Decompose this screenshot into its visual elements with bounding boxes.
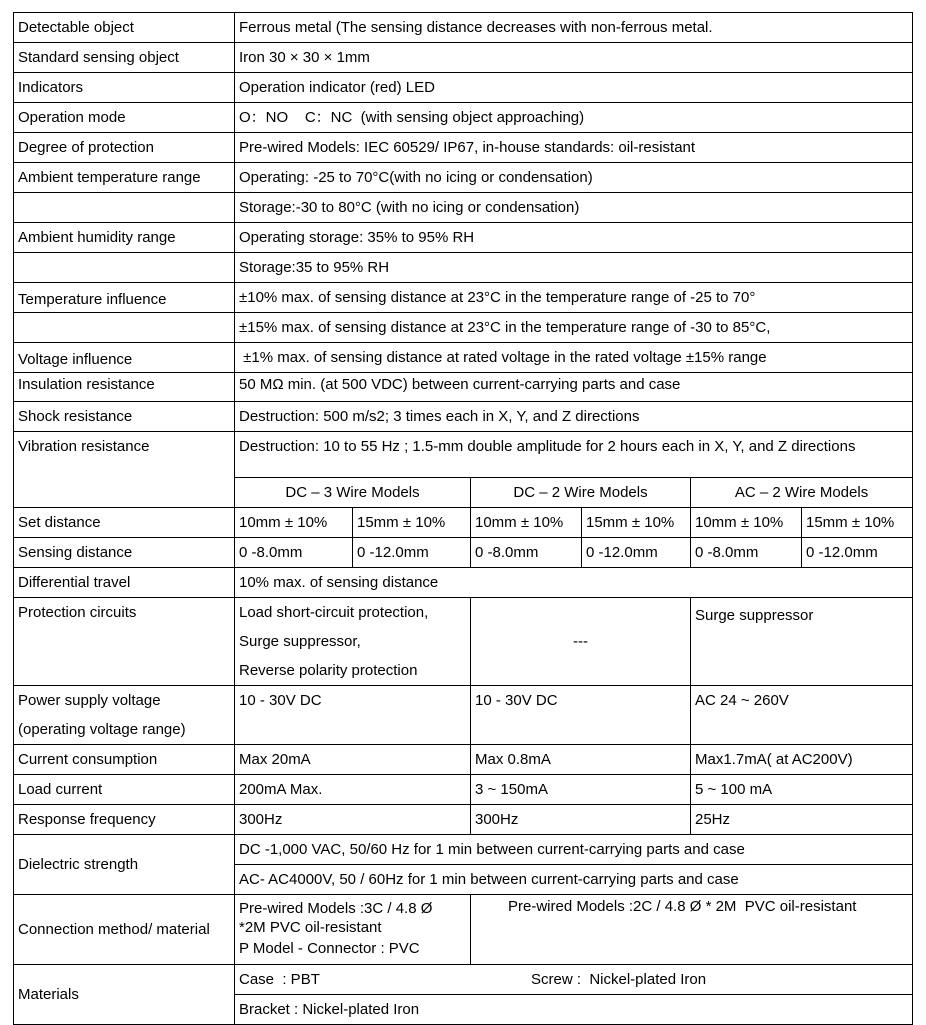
materials-screw: Screw : Nickel-plated Iron [531,971,707,988]
label-response-frequency: Response frequency [14,805,235,835]
label-protection-degree: Degree of protection [14,133,235,163]
value-materials-bracket: Bracket : Nickel-plated Iron [235,995,913,1025]
set-distance-cell: 15mm ± 10% [582,508,691,538]
label-sensing-distance: Sensing distance [14,538,235,568]
sensing-distance-cell: 0 -8.0mm [235,538,353,568]
value-materials-case-screw [235,965,913,995]
connection-line: *2M PVC oil-resistant [239,919,382,936]
set-distance-cell: 15mm ± 10% [353,508,471,538]
connection-line: Pre-wired Models :3C / 4.8 Ø [239,900,433,917]
row-ambient-humidity-storage [14,253,913,283]
row-response-frequency [14,805,913,835]
connection-line: P Model - Connector : PVC [239,940,420,957]
value-ambient-temp-operating: Operating: -25 to 70°C(with no icing or condensation) [235,163,913,193]
value-current-consumption-dc2: Max 0.8mA [471,745,691,775]
value-protection-circuits-dc3 [235,598,471,686]
header-dc2-models: DC – 2 Wire Models [471,478,691,508]
set-distance-cell: 10mm ± 10% [235,508,353,538]
value-dielectric-dc: DC -1,000 VAC, 50/60 Hz for 1 min between current-carrying parts and case [235,835,913,865]
set-distance-cell: 15mm ± 10% [802,508,913,538]
value-connection-other: Pre-wired Models :2C / 4.8 Ø * 2M PVC oil-resistant [471,895,913,965]
value-dielectric-ac: AC- AC4000V, 50 / 60Hz for 1 min between current-carrying parts and case [235,865,913,895]
value-response-frequency-ac2: 25Hz [691,805,913,835]
value-current-consumption-ac2: Max1.7mA( at AC200V) [691,745,913,775]
row-power-supply [14,686,913,745]
label-vibration: Vibration resistance [14,432,235,508]
row-dielectric-dc [14,835,913,865]
header-dc3-models: DC – 3 Wire Models [235,478,471,508]
row-operation-mode [14,103,913,133]
row-temp-influence [14,283,913,313]
label-ambient-temp: Ambient temperature range [14,163,235,193]
value-ambient-humidity-storage: Storage:35 to 95% RH [235,253,913,283]
label-empty [14,253,235,283]
value-power-supply-dc3: 10 - 30V DC [235,686,471,745]
row-load-current [14,775,913,805]
row-shock [14,402,913,432]
row-detectable-object [14,13,913,43]
set-distance-cell: 10mm ± 10% [691,508,802,538]
row-voltage-influence [14,343,913,373]
value-differential-travel: 10% max. of sensing distance [235,568,913,598]
label-detectable-object: Detectable object [14,13,235,43]
row-insulation [14,373,913,402]
label-voltage-influence: Voltage influence [14,343,235,373]
row-protection-degree [14,133,913,163]
row-standard-object [14,43,913,73]
row-vibration [14,432,913,478]
protection-line: Load short-circuit protection, [239,604,429,621]
sensing-distance-cell: 0 -12.0mm [353,538,471,568]
value-ambient-humidity-operating: Operating storage: 35% to 95% RH [235,223,913,253]
value-power-supply-ac2: AC 24 ~ 260V [691,686,913,745]
row-differential-travel [14,568,913,598]
value-power-supply-dc2: 10 - 30V DC [471,686,691,745]
label-differential-travel: Differential travel [14,568,235,598]
materials-case: Case : PBT [239,971,320,988]
power-supply-label-line: Power supply voltage [18,692,161,709]
header-ac2-models: AC – 2 Wire Models [691,478,913,508]
row-protection-circuits [14,598,913,686]
value-connection-dc3 [235,895,471,965]
value-protection-degree: Pre-wired Models: IEC 60529/ IP67, in-house standards: oil-resistant [235,133,913,163]
row-sensing-distance [14,538,913,568]
label-set-distance: Set distance [14,508,235,538]
label-load-current: Load current [14,775,235,805]
value-load-current-dc3: 200mA Max. [235,775,471,805]
row-indicators [14,73,913,103]
label-ambient-humidity: Ambient humidity range [14,223,235,253]
value-protection-circuits-dc2: --- [471,598,691,686]
protection-line: Surge suppressor, [239,633,361,650]
label-power-supply [14,686,235,745]
value-voltage-influence: ±1% max. of sensing distance at rated voltage in the rated voltage ±15% range [235,343,913,373]
value-response-frequency-dc3: 300Hz [235,805,471,835]
value-protection-circuits-ac2: Surge suppressor [691,598,913,686]
value-shock: Destruction: 500 m/s2; 3 times each in X, Y, and Z directions [235,402,913,432]
label-operation-mode: Operation mode [14,103,235,133]
sensing-distance-cell: 0 -12.0mm [582,538,691,568]
label-materials: Materials [14,965,235,1025]
power-supply-label-line: (operating voltage range) [18,721,186,738]
value-indicators: Operation indicator (red) LED [235,73,913,103]
label-standard-object: Standard sensing object [14,43,235,73]
specifications-table [13,12,913,1025]
value-operation-mode: O：NO C：NC (with sensing object approaching) [235,103,913,133]
row-ambient-temp-storage [14,193,913,223]
label-dielectric: Dielectric strength [14,835,235,895]
label-temp-influence: Temperature influence [14,283,235,313]
row-current-consumption [14,745,913,775]
label-shock: Shock resistance [14,402,235,432]
label-indicators: Indicators [14,73,235,103]
label-insulation: Insulation resistance [14,373,235,402]
value-load-current-ac2: 5 ~ 100 mA [691,775,913,805]
value-vibration: Destruction: 10 to 55 Hz ; 1.5-mm double amplitude for 2 hours each in X, Y, and Z directions [235,432,913,478]
value-ambient-temp-storage: Storage:-30 to 80°C (with no icing or condensation) [235,193,913,223]
label-connection: Connection method/ material [14,895,235,965]
row-ambient-humidity [14,223,913,253]
label-current-consumption: Current consumption [14,745,235,775]
sensing-distance-cell: 0 -8.0mm [471,538,582,568]
value-insulation: 50 MΩ min. (at 500 VDC) between current-carrying parts and case [235,373,913,402]
label-protection-circuits: Protection circuits [14,598,235,686]
set-distance-cell: 10mm ± 10% [471,508,582,538]
sensing-distance-cell: 0 -12.0mm [802,538,913,568]
row-temp-influence-2 [14,313,913,343]
row-set-distance [14,508,913,538]
value-temp-influence-2: ±15% max. of sensing distance at 23°C in the temperature range of -30 to 85°C, [235,313,913,343]
value-current-consumption-dc3: Max 20mA [235,745,471,775]
value-response-frequency-dc2: 300Hz [471,805,691,835]
protection-line: Reverse polarity protection [239,662,418,679]
value-detectable-object: Ferrous metal (The sensing distance decreases with non-ferrous metal. [235,13,913,43]
row-materials-case [14,965,913,995]
value-load-current-dc2: 3 ~ 150mA [471,775,691,805]
label-empty [14,193,235,223]
row-connection [14,895,913,965]
row-ambient-temp [14,163,913,193]
label-empty [14,313,235,343]
value-standard-object: Iron 30 × 30 × 1mm [235,43,913,73]
sensing-distance-cell: 0 -8.0mm [691,538,802,568]
value-temp-influence-1: ±10% max. of sensing distance at 23°C in the temperature range of -25 to 70° [235,283,913,313]
